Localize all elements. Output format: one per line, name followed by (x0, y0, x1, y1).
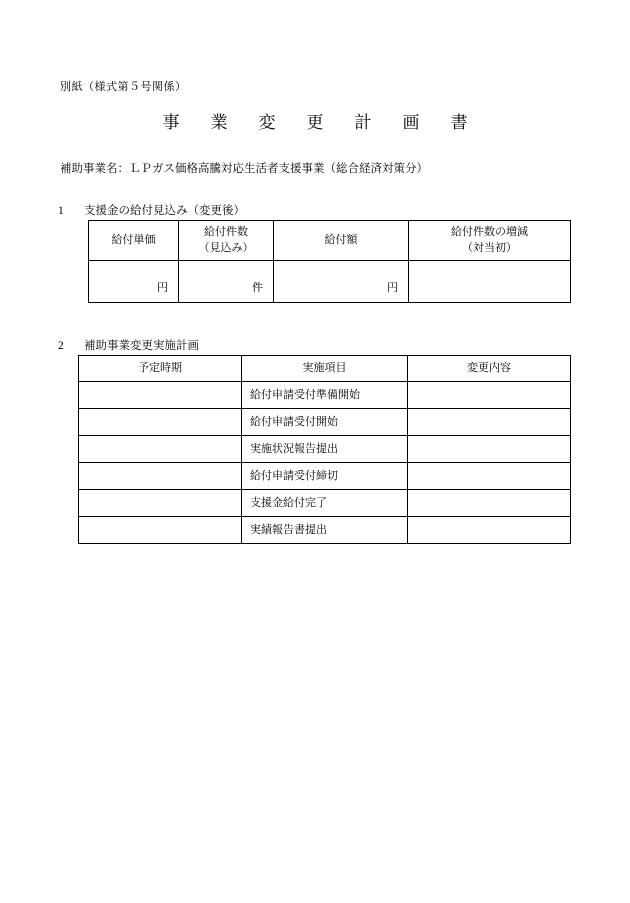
section-1-number: 1 (58, 205, 64, 217)
header-cell-amount: 給付額 (274, 221, 409, 261)
cell-period[interactable] (79, 463, 242, 490)
section-2-heading (58, 337, 199, 353)
document-reference: 別紙（様式第５号関係） (60, 81, 187, 93)
value-cell-amount[interactable]: 円 (274, 261, 409, 303)
cell-change[interactable] (408, 409, 571, 436)
section-1-label: 支援金の給付見込み（変更後） (84, 205, 245, 217)
cell-change[interactable] (408, 436, 571, 463)
table-row (79, 436, 571, 463)
cell-change[interactable] (408, 382, 571, 409)
cell-item: 支援金給付完了 (242, 490, 408, 517)
section-2-number: 2 (58, 340, 64, 352)
cell-item: 給付申請受付締切 (242, 463, 408, 490)
cell-item: 実施状況報告提出 (242, 436, 408, 463)
value-cell-unit-price[interactable]: 円 (89, 261, 179, 303)
table-header-row (89, 221, 571, 261)
header-cell-count: 給付件数 （見込み） (179, 221, 274, 261)
page-title: 事 業 変 更 計 画 書 (162, 113, 475, 132)
cell-item: 実績報告書提出 (242, 517, 408, 544)
header-cell-period: 予定時期 (79, 356, 242, 382)
cell-change[interactable] (408, 490, 571, 517)
schedule-table (78, 355, 571, 544)
cell-period[interactable] (79, 409, 242, 436)
cell-period[interactable] (79, 490, 242, 517)
table-row (79, 490, 571, 517)
header-cell-item: 実施項目 (242, 356, 408, 382)
table-row (89, 261, 571, 303)
cell-period[interactable] (79, 517, 242, 544)
cell-change[interactable] (408, 517, 571, 544)
cell-item: 給付申請受付開始 (242, 409, 408, 436)
table-row (79, 409, 571, 436)
header-cell-count-change: 給付件数の増減 （対当初） (409, 221, 571, 261)
benefit-summary-table (88, 220, 571, 303)
value-cell-count-change[interactable] (409, 261, 571, 303)
cell-period[interactable] (79, 382, 242, 409)
table-row (79, 517, 571, 544)
cell-item: 給付申請受付準備開始 (242, 382, 408, 409)
section-1-heading (58, 202, 245, 218)
header-cell-change: 変更内容 (408, 356, 571, 382)
table-row (79, 463, 571, 490)
table-row (79, 382, 571, 409)
cell-period[interactable] (79, 436, 242, 463)
section-2-label: 補助事業変更実施計画 (84, 340, 199, 352)
cell-change[interactable] (408, 463, 571, 490)
table-header-row (79, 356, 571, 382)
header-cell-unit-price: 給付単価 (89, 221, 179, 261)
project-name-line: 補助事業名：ＬＰガス価格高騰対応生活者支援事業（総合経済対策分） (60, 163, 428, 175)
value-cell-count[interactable]: 件 (179, 261, 274, 303)
